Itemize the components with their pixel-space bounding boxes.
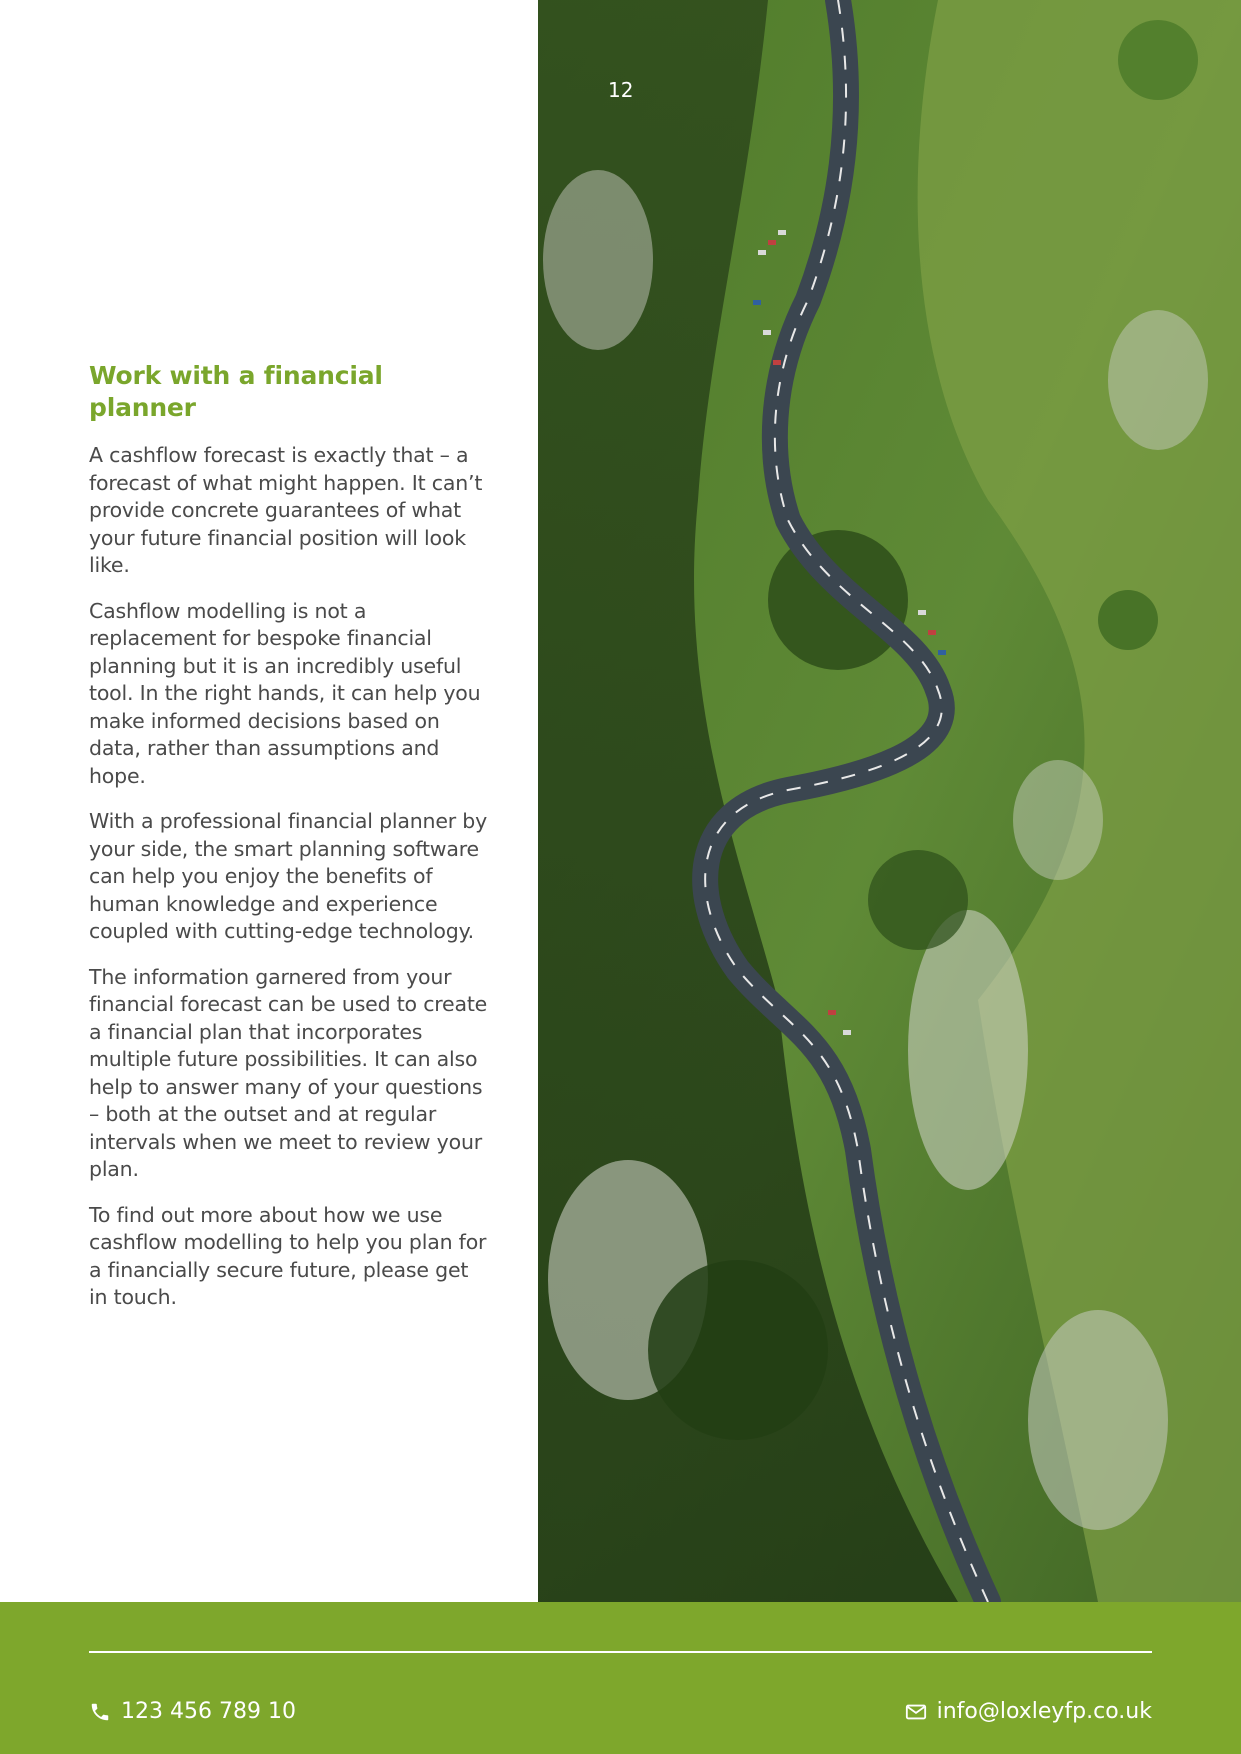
footer-bar: [0, 1602, 1241, 1754]
phone-number: 123 456 789 10: [121, 1699, 296, 1724]
section-title: Work with a financial planner: [89, 361, 383, 422]
aerial-road-photo: [538, 0, 1241, 1602]
footer-divider: [89, 1651, 1152, 1653]
paragraph-4: The information garnered from your financial forecast can be used to create a financial plan that incorporates multiple future possibilities. It can also help to answer many of your questions – both at the outset and at regular intervals when we meet to review your plan.: [89, 964, 488, 1181]
footer-email[interactable]: [905, 1698, 1152, 1726]
page-number: 12: [608, 78, 634, 102]
paragraph-5: To find out more about how we use cashflow modelling to help you plan for a financially secure future, please get in touch.: [89, 1202, 487, 1309]
phone-icon: [89, 1701, 111, 1723]
paragraph-1: A cashflow forecast is exactly that – a forecast of what might happen. It can’t provide concrete guarantees of what your future financial position will look like.: [89, 443, 483, 577]
envelope-icon: [905, 1701, 927, 1723]
email-address: info@loxleyfp.co.uk: [936, 1699, 1152, 1724]
paragraph-3: With a professional financial planner by your side, the smart planning software can help you enjoy the benefits of human knowledge and experience coupled with cutting-edge technology.: [89, 809, 488, 943]
footer-phone[interactable]: [89, 1698, 296, 1726]
article-content: [89, 360, 489, 1330]
paragraph-2: Cashflow modelling is not a replacement for bespoke financial planning but it is an incredibly useful tool. In the right hands, it can help you make informed decisions based on data, rather than assumptions and hope.: [89, 598, 481, 788]
